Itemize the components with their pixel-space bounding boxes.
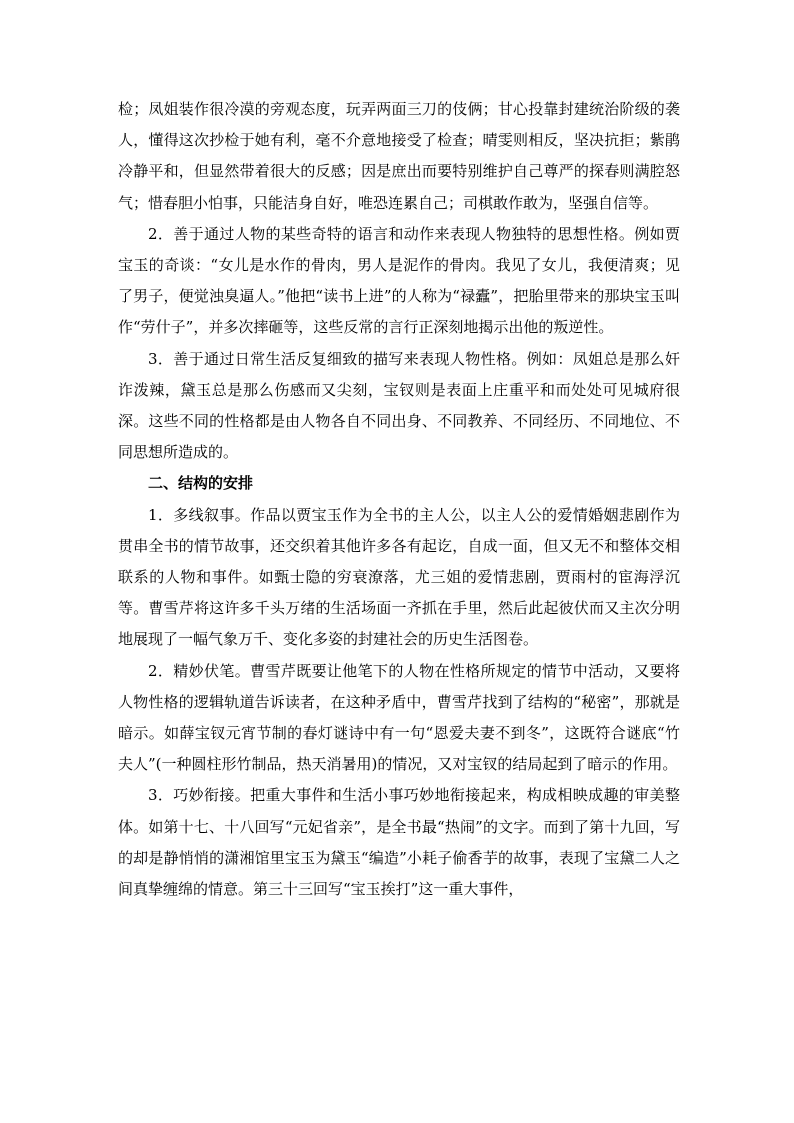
paragraph-point-2-language: 2．善于通过人物的某些奇特的语言和动作来表现人物独特的思想性格。例如贾宝玉的奇谈：“女儿是水作的骨肉，男人是泥作的骨肉。我见了女儿，我便清爽；见了男子，便觉浊臭逼人。”他把“读书上进”的人称为“禄蠹”，把胎里带来的那块宝玉叫作“劳什子”，并多次摔砸等，这些反常的言行正深刻地揭示出他的叛逆性。: [118, 224, 680, 337]
section-heading-structure: 二、结构的安排: [148, 474, 254, 493]
paragraph-structure-1-multiline: 1．多线叙事。作品以贾宝玉作为全书的主人公，以主人公的爱情婚姻悲剧作为贯串全书的情节故事，还交织着其他许多各有起讫，自成一面，但又无不和整体交相联系的人物和事件。如甄士隐的穷衰潦落，尤三姐的爱情悲剧，贾雨村的宦海浮沉等。曹雪芹将这许多千头万绪的生活场面一齐抓在手里，然后此起彼伏而又主次分明地展现了一幅气象万千、变化多姿的封建社会的历史生活图卷。: [118, 505, 680, 649]
paragraph-continued: 检；凤姐装作很冷漠的旁观态度，玩弄两面三刀的伎俩；甘心投靠封建统治阶级的袭人，懂得这次抄检于她有利，毫不介意地接受了检查；晴雯则相反，坚决抗拒；紫鹃冷静平和，但显然带着很大的反感；因是庶出而要特别维护自己尊严的探春则满腔怒气；惜春胆小怕事，只能洁身自好，唯恐连累自己；司棋敢作敢为，坚强自信等。: [118, 100, 680, 212]
paragraph-structure-3-connection: 3．巧妙衔接。把重大事件和生活小事巧妙地衔接起来，构成相映成趣的审美整体。如第十七、十八回写“元妃省亲”，是全书最“热闹”的文字。而到了第十九回，写的却是静悄悄的潇湘馆里宝玉为黛玉“编造”小耗子偷香芋的故事，表现了宝黛二人之间真挚缠绵的情意。第三十三回写“宝玉挨打”这一重大事件，: [118, 786, 680, 899]
document-page: [118, 94, 680, 905]
paragraph-structure-2-foreshadow: 2．精妙伏笔。曹雪芹既要让他笔下的人物在性格所规定的情节中活动，又要将人物性格的逻辑轨道告诉读者，在这种矛盾中，曹雪芹找到了结构的“秘密”，那就是暗示。如薛宝钗元宵节制的春灯谜诗中有一句“恩爱夫妻不到冬”，这既符合谜底“竹夫人”(一种圆柱形竹制品，热天消暑用)的情况，又对宝钗的结局起到了暗示的作用。: [118, 661, 680, 774]
paragraph-point-3-daily-life: 3．善于通过日常生活反复细致的描写来表现人物性格。例如：凤姐总是那么奸诈泼辣，黛玉总是那么伤感而又尖刻，宝钗则是表面上庄重平和而处处可见城府很深。这些不同的性格都是由人物各自不同出身、不同教养、不同经历、不同地位、不同思想所造成的。: [118, 349, 680, 462]
